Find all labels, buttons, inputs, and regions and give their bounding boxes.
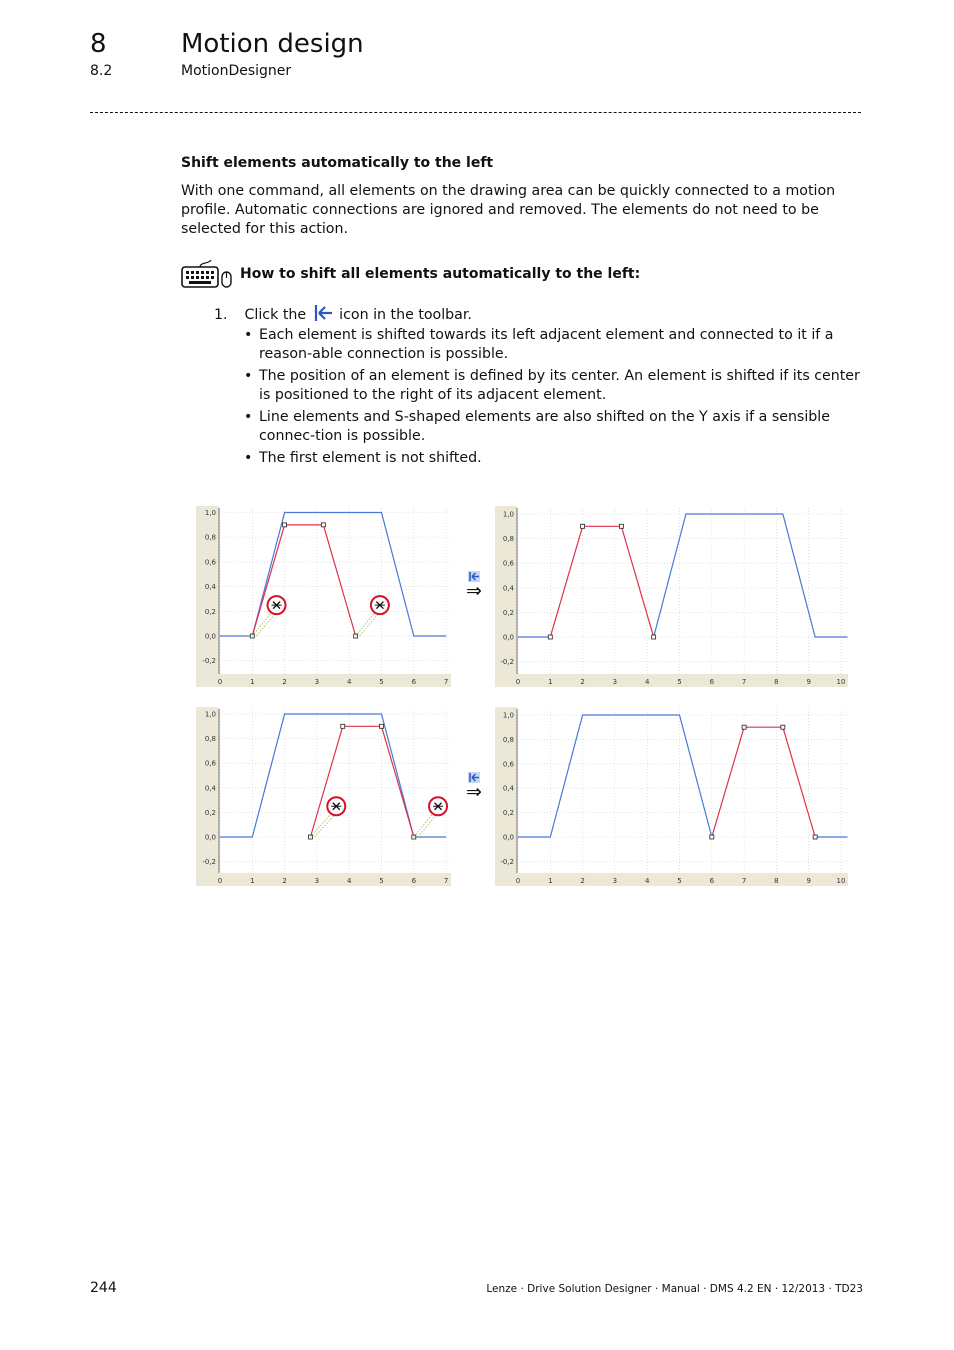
y-tick-label: 0,4: [502, 584, 514, 593]
x-tick-label: 5: [379, 877, 384, 885]
x-tick-label: 9: [806, 678, 811, 686]
y-tick-label: 0,2: [502, 809, 514, 818]
y-tick-label: 1,0: [204, 710, 216, 719]
list-item: [244, 449, 865, 468]
y-tick-label: 0,4: [204, 583, 216, 592]
y-tick-label: 0,0: [502, 833, 514, 842]
y-tick-label: 0,2: [204, 808, 216, 817]
bullet-list: [244, 326, 865, 471]
y-tick-label: 0,8: [502, 535, 514, 544]
element-handle: [813, 835, 817, 839]
x-tick-label: 4: [644, 678, 650, 686]
x-tick-label: 1: [548, 678, 553, 686]
x-tick-label: 0: [217, 877, 223, 885]
y-tick-label: -0,2: [500, 658, 514, 667]
element-handle: [619, 524, 623, 528]
y-tick-label: 0,6: [204, 558, 216, 567]
x-tick-label: 3: [612, 877, 618, 885]
step-text-after: icon in the toolbar.: [339, 307, 472, 323]
x-tick-label: 7: [741, 877, 747, 885]
x-tick-label: 7: [443, 678, 449, 686]
y-tick-label: -0,2: [202, 657, 216, 666]
chapter-title: Motion design: [181, 29, 364, 59]
x-tick-label: 5: [379, 678, 384, 686]
x-tick-label: 2: [282, 678, 287, 686]
list-item-text: Line elements and S-shaped elements are also shifted on the Y axis if a sensible connec-tion is possible.: [259, 409, 830, 444]
element-handle: [548, 635, 552, 639]
y-tick-label: 0,8: [502, 735, 514, 744]
x-tick-label: 6: [709, 877, 715, 885]
transition-arrow: [466, 772, 490, 806]
step-1: [214, 304, 472, 325]
y-tick-label: 0,4: [502, 784, 514, 793]
y-tick-label: 0,8: [204, 735, 216, 744]
y-tick-label: 1,0: [502, 711, 514, 720]
plot-background: [495, 506, 848, 687]
howto-title: How to shift all elements automatically to the left:: [240, 266, 641, 282]
list-item: [244, 326, 865, 364]
x-tick-label: 1: [250, 678, 255, 686]
x-tick-label: 3: [314, 678, 320, 686]
x-tick-label: 5: [677, 678, 682, 686]
y-tick-label: 0,4: [204, 784, 216, 793]
x-tick-label: 10: [836, 877, 846, 885]
bullet-marker: •: [244, 327, 253, 343]
page-number: 244: [90, 1280, 117, 1296]
x-tick-label: 9: [806, 877, 811, 885]
x-tick-label: 0: [515, 678, 521, 686]
step-number: 1.: [214, 307, 228, 323]
list-item-text: The position of an element is defined by its center. An element is shifted if its center is positioned to the right of its adjacent element.: [259, 368, 860, 403]
section-number: 8.2: [90, 63, 113, 79]
shift-left-icon: [313, 304, 333, 322]
motion-chart-after-2: [495, 707, 848, 886]
arrow-symbol: ⇒: [466, 781, 482, 803]
bullet-marker: •: [244, 450, 253, 466]
header-divider: [90, 112, 861, 113]
x-tick-label: 5: [677, 877, 682, 885]
y-tick-label: 0,0: [204, 632, 216, 641]
list-item-text: The first element is not shifted.: [259, 450, 482, 466]
element-handle: [341, 724, 345, 728]
y-tick-label: 0,2: [204, 607, 216, 616]
x-tick-label: 7: [741, 678, 747, 686]
plot-background: [196, 506, 451, 687]
y-tick-label: -0,2: [202, 858, 216, 867]
y-tick-label: 0,6: [204, 759, 216, 768]
list-item: [244, 367, 865, 405]
element-handle: [710, 835, 714, 839]
y-tick-label: 0,6: [502, 760, 514, 769]
x-tick-label: 3: [314, 877, 320, 885]
element-handle: [781, 725, 785, 729]
x-tick-label: 4: [644, 877, 650, 885]
x-tick-label: 0: [217, 678, 223, 686]
y-tick-label: 1,0: [204, 509, 216, 517]
chapter-number: 8: [90, 29, 107, 59]
y-tick-label: -0,2: [500, 857, 514, 866]
keyboard-mouse-icon: [181, 259, 233, 289]
x-tick-label: 2: [282, 877, 287, 885]
x-tick-label: 3: [612, 678, 618, 686]
bullet-marker: •: [244, 368, 253, 384]
motion-chart-before-1: [196, 506, 451, 687]
x-tick-label: 8: [774, 678, 779, 686]
x-tick-label: 1: [250, 877, 255, 885]
x-tick-label: 2: [580, 877, 585, 885]
x-tick-label: 4: [346, 877, 352, 885]
x-tick-label: 6: [411, 877, 417, 885]
plot-background: [495, 707, 848, 886]
x-tick-label: 7: [443, 877, 449, 885]
footer-meta: Lenze · Drive Solution Designer · Manual · DMS 4.2 EN · 12/2013 · TD23: [486, 1283, 863, 1295]
element-handle: [412, 835, 416, 839]
x-tick-label: 6: [411, 678, 417, 686]
element-handle: [742, 725, 746, 729]
y-tick-label: 0,0: [502, 633, 514, 642]
section-title: MotionDesigner: [181, 63, 292, 79]
bullet-marker: •: [244, 409, 253, 425]
element-handle: [652, 635, 656, 639]
element-handle: [321, 523, 325, 527]
intro-paragraph: With one command, all elements on the drawing area can be quickly connected to a motion profile. Automatic connections are ignored and removed. The elements do not need to be selected for this action.: [181, 183, 836, 237]
list-item-text: Each element is shifted towards its left adjacent element and connected to it if a reason-able connection is possible.: [259, 327, 834, 362]
y-tick-label: 0,6: [502, 559, 514, 568]
y-tick-label: 1,0: [502, 510, 514, 519]
x-tick-label: 6: [709, 678, 715, 686]
list-item: [244, 408, 865, 446]
motion-chart-before-2: [196, 707, 451, 886]
element-handle: [380, 724, 384, 728]
y-tick-label: 0,0: [204, 833, 216, 842]
arrow-symbol: ⇒: [466, 580, 482, 602]
x-tick-label: 4: [346, 678, 352, 686]
y-tick-label: 0,8: [204, 533, 216, 542]
element-handle: [283, 523, 287, 527]
motion-chart-after-1: [495, 506, 848, 687]
step-text-before: Click the: [244, 307, 307, 323]
plot-background: [196, 707, 451, 886]
x-tick-label: 10: [836, 678, 846, 686]
element-handle: [581, 524, 585, 528]
subsection-heading: Shift elements automatically to the left: [181, 155, 494, 171]
x-tick-label: 1: [548, 877, 553, 885]
x-tick-label: 0: [515, 877, 521, 885]
y-tick-label: 0,2: [502, 608, 514, 617]
transition-arrow: [466, 571, 490, 605]
x-tick-label: 8: [774, 877, 779, 885]
x-tick-label: 2: [580, 678, 585, 686]
